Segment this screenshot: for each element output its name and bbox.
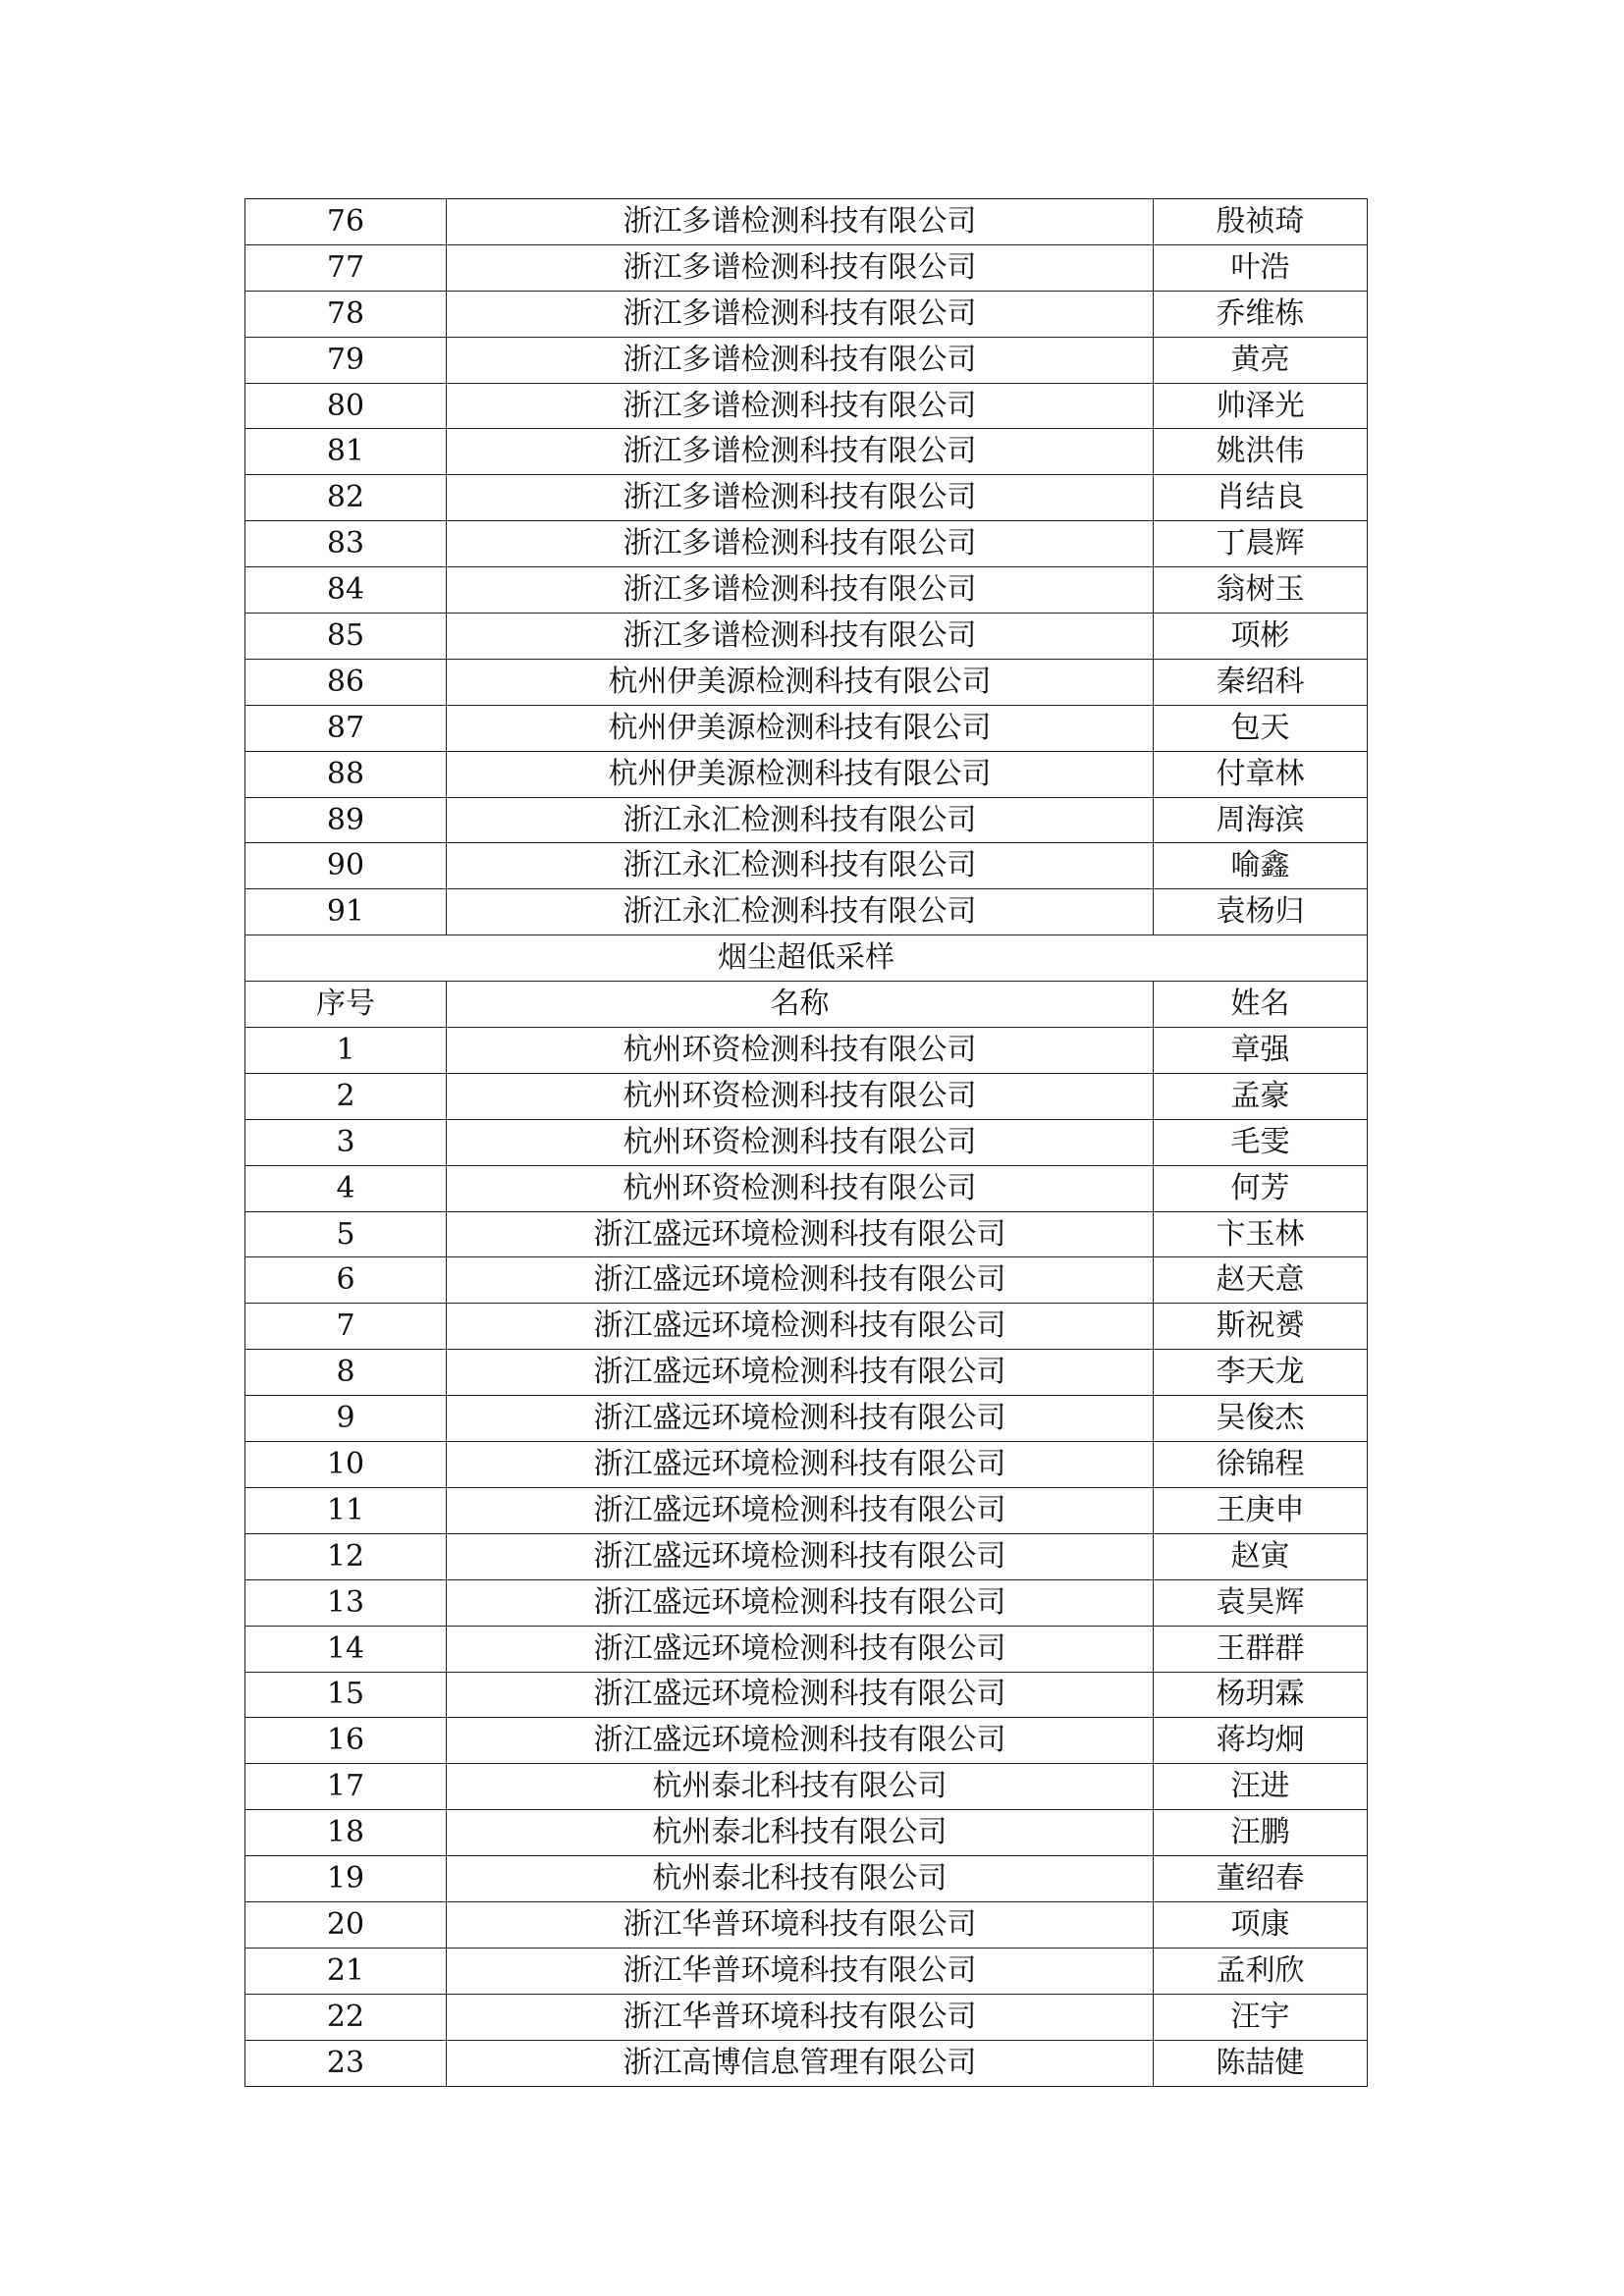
row-index: 2 xyxy=(245,1073,447,1119)
table-row xyxy=(245,1487,1368,1533)
table-row xyxy=(245,843,1368,889)
row-index: 18 xyxy=(245,1810,447,1856)
row-index: 82 xyxy=(245,475,447,521)
row-index: 81 xyxy=(245,429,447,475)
table-row xyxy=(245,1579,1368,1626)
row-company: 浙江永汇检测科技有限公司 xyxy=(447,889,1154,935)
table-row xyxy=(245,1257,1368,1304)
row-index: 12 xyxy=(245,1533,447,1579)
row-company: 浙江永汇检测科技有限公司 xyxy=(447,843,1154,889)
row-person: 徐锦程 xyxy=(1154,1442,1368,1488)
row-index: 21 xyxy=(245,1948,447,1994)
row-person: 帅泽光 xyxy=(1154,383,1368,429)
row-company: 浙江盛远环境检测科技有限公司 xyxy=(447,1350,1154,1396)
row-company: 杭州环资检测科技有限公司 xyxy=(447,1119,1154,1165)
row-company: 浙江盛远环境检测科技有限公司 xyxy=(447,1579,1154,1626)
row-index: 4 xyxy=(245,1165,447,1211)
row-person: 叶浩 xyxy=(1154,244,1368,291)
row-index: 1 xyxy=(245,1028,447,1074)
row-person: 秦绍科 xyxy=(1154,659,1368,705)
row-person: 周海滨 xyxy=(1154,797,1368,843)
row-person: 黄亮 xyxy=(1154,337,1368,383)
row-company: 浙江华普环境科技有限公司 xyxy=(447,1901,1154,1948)
row-person: 姚洪伟 xyxy=(1154,429,1368,475)
table-row xyxy=(245,1073,1368,1119)
table-row xyxy=(245,1396,1368,1442)
row-index: 11 xyxy=(245,1487,447,1533)
row-person: 孟豪 xyxy=(1154,1073,1368,1119)
table-row xyxy=(245,751,1368,797)
row-company: 杭州泰北科技有限公司 xyxy=(447,1856,1154,1902)
row-person: 肖结良 xyxy=(1154,475,1368,521)
row-person: 汪进 xyxy=(1154,1764,1368,1810)
row-index: 91 xyxy=(245,889,447,935)
table-row xyxy=(245,1442,1368,1488)
row-index: 10 xyxy=(245,1442,447,1488)
row-index: 3 xyxy=(245,1119,447,1165)
row-person: 喻鑫 xyxy=(1154,843,1368,889)
table-row xyxy=(245,244,1368,291)
row-index: 86 xyxy=(245,659,447,705)
row-person: 项康 xyxy=(1154,1901,1368,1948)
row-person: 吴俊杰 xyxy=(1154,1396,1368,1442)
header-index: 序号 xyxy=(245,982,447,1028)
row-person: 董绍春 xyxy=(1154,1856,1368,1902)
table-row xyxy=(245,567,1368,614)
row-person: 王群群 xyxy=(1154,1626,1368,1672)
row-company: 浙江多谱检测科技有限公司 xyxy=(447,521,1154,567)
row-person: 杨玥霖 xyxy=(1154,1672,1368,1718)
row-person: 袁杨归 xyxy=(1154,889,1368,935)
row-index: 79 xyxy=(245,337,447,383)
table-row xyxy=(245,475,1368,521)
table-row xyxy=(245,1211,1368,1257)
row-company: 浙江盛远环境检测科技有限公司 xyxy=(447,1442,1154,1488)
row-company: 浙江高博信息管理有限公司 xyxy=(447,2040,1154,2086)
table-row xyxy=(245,705,1368,751)
section-b-body xyxy=(245,935,1368,2086)
personnel-table xyxy=(244,198,1368,2087)
row-company: 杭州环资检测科技有限公司 xyxy=(447,1165,1154,1211)
row-company: 浙江盛远环境检测科技有限公司 xyxy=(447,1211,1154,1257)
row-index: 22 xyxy=(245,1994,447,2040)
row-company: 浙江盛远环境检测科技有限公司 xyxy=(447,1487,1154,1533)
header-company: 名称 xyxy=(447,982,1154,1028)
row-company: 浙江华普环境科技有限公司 xyxy=(447,1994,1154,2040)
row-company: 杭州伊美源检测科技有限公司 xyxy=(447,751,1154,797)
row-company: 浙江盛远环境检测科技有限公司 xyxy=(447,1672,1154,1718)
row-person: 陈喆健 xyxy=(1154,2040,1368,2086)
row-index: 15 xyxy=(245,1672,447,1718)
row-person: 翁树玉 xyxy=(1154,567,1368,614)
table-row xyxy=(245,797,1368,843)
row-company: 浙江盛远环境检测科技有限公司 xyxy=(447,1304,1154,1350)
row-company: 杭州伊美源检测科技有限公司 xyxy=(447,659,1154,705)
table-row xyxy=(245,1994,1368,2040)
table-row xyxy=(245,1672,1368,1718)
table-row xyxy=(245,889,1368,935)
table-row xyxy=(245,1626,1368,1672)
row-company: 浙江盛远环境检测科技有限公司 xyxy=(447,1257,1154,1304)
row-person: 蒋均炯 xyxy=(1154,1718,1368,1764)
row-index: 23 xyxy=(245,2040,447,2086)
row-company: 浙江盛远环境检测科技有限公司 xyxy=(447,1533,1154,1579)
row-company: 浙江盛远环境检测科技有限公司 xyxy=(447,1396,1154,1442)
row-index: 19 xyxy=(245,1856,447,1902)
row-person: 何芳 xyxy=(1154,1165,1368,1211)
table-row xyxy=(245,1533,1368,1579)
row-company: 浙江多谱检测科技有限公司 xyxy=(447,244,1154,291)
row-company: 浙江多谱检测科技有限公司 xyxy=(447,199,1154,245)
header-person: 姓名 xyxy=(1154,982,1368,1028)
row-company: 浙江多谱检测科技有限公司 xyxy=(447,383,1154,429)
table-row xyxy=(245,614,1368,660)
row-company: 杭州泰北科技有限公司 xyxy=(447,1764,1154,1810)
row-person: 付章林 xyxy=(1154,751,1368,797)
table-row xyxy=(245,1901,1368,1948)
row-company: 浙江多谱检测科技有限公司 xyxy=(447,429,1154,475)
table-row xyxy=(245,1856,1368,1902)
row-company: 浙江多谱检测科技有限公司 xyxy=(447,567,1154,614)
row-company: 杭州环资检测科技有限公司 xyxy=(447,1073,1154,1119)
table-row xyxy=(245,1810,1368,1856)
row-company: 浙江多谱检测科技有限公司 xyxy=(447,614,1154,660)
row-person: 孟利欣 xyxy=(1154,1948,1368,1994)
table-row xyxy=(245,659,1368,705)
row-index: 20 xyxy=(245,1901,447,1948)
table-row xyxy=(245,1718,1368,1764)
row-index: 6 xyxy=(245,1257,447,1304)
row-index: 89 xyxy=(245,797,447,843)
row-person: 王庚申 xyxy=(1154,1487,1368,1533)
row-person: 毛雯 xyxy=(1154,1119,1368,1165)
table-row xyxy=(245,337,1368,383)
row-person: 李天龙 xyxy=(1154,1350,1368,1396)
table-row xyxy=(245,1165,1368,1211)
table-row xyxy=(245,1350,1368,1396)
row-person: 袁昊辉 xyxy=(1154,1579,1368,1626)
row-index: 87 xyxy=(245,705,447,751)
row-company: 浙江盛远环境检测科技有限公司 xyxy=(447,1626,1154,1672)
header-row xyxy=(245,982,1368,1028)
table-row xyxy=(245,291,1368,337)
row-company: 浙江多谱检测科技有限公司 xyxy=(447,475,1154,521)
row-company: 杭州伊美源检测科技有限公司 xyxy=(447,705,1154,751)
row-index: 7 xyxy=(245,1304,447,1350)
row-index: 14 xyxy=(245,1626,447,1672)
row-index: 17 xyxy=(245,1764,447,1810)
row-company: 浙江盛远环境检测科技有限公司 xyxy=(447,1718,1154,1764)
row-index: 5 xyxy=(245,1211,447,1257)
section-title: 烟尘超低采样 xyxy=(245,935,1368,982)
table-row xyxy=(245,1764,1368,1810)
table-row xyxy=(245,521,1368,567)
row-company: 浙江多谱检测科技有限公司 xyxy=(447,291,1154,337)
row-index: 76 xyxy=(245,199,447,245)
row-person: 乔维栋 xyxy=(1154,291,1368,337)
row-person: 丁晨辉 xyxy=(1154,521,1368,567)
table-row xyxy=(245,1028,1368,1074)
row-index: 8 xyxy=(245,1350,447,1396)
row-company: 浙江多谱检测科技有限公司 xyxy=(447,337,1154,383)
row-person: 赵天意 xyxy=(1154,1257,1368,1304)
row-index: 80 xyxy=(245,383,447,429)
row-index: 9 xyxy=(245,1396,447,1442)
row-index: 84 xyxy=(245,567,447,614)
row-person: 斯祝赟 xyxy=(1154,1304,1368,1350)
row-person: 汪鹏 xyxy=(1154,1810,1368,1856)
table-row xyxy=(245,1948,1368,1994)
section-a-body xyxy=(245,199,1368,935)
row-person: 包天 xyxy=(1154,705,1368,751)
row-company: 杭州泰北科技有限公司 xyxy=(447,1810,1154,1856)
row-company: 浙江华普环境科技有限公司 xyxy=(447,1948,1154,1994)
table-row xyxy=(245,383,1368,429)
row-company: 杭州环资检测科技有限公司 xyxy=(447,1028,1154,1074)
row-index: 13 xyxy=(245,1579,447,1626)
row-person: 赵寅 xyxy=(1154,1533,1368,1579)
row-index: 16 xyxy=(245,1718,447,1764)
table-row xyxy=(245,199,1368,245)
row-person: 章强 xyxy=(1154,1028,1368,1074)
row-index: 85 xyxy=(245,614,447,660)
row-index: 77 xyxy=(245,244,447,291)
table-row xyxy=(245,429,1368,475)
row-index: 78 xyxy=(245,291,447,337)
row-index: 90 xyxy=(245,843,447,889)
table-row xyxy=(245,1304,1368,1350)
section-title-row xyxy=(245,935,1368,982)
row-index: 88 xyxy=(245,751,447,797)
row-person: 卞玉林 xyxy=(1154,1211,1368,1257)
row-index: 83 xyxy=(245,521,447,567)
row-company: 浙江永汇检测科技有限公司 xyxy=(447,797,1154,843)
table-row xyxy=(245,2040,1368,2086)
row-person: 殷祯琦 xyxy=(1154,199,1368,245)
row-person: 汪宇 xyxy=(1154,1994,1368,2040)
row-person: 项彬 xyxy=(1154,614,1368,660)
table-row xyxy=(245,1119,1368,1165)
